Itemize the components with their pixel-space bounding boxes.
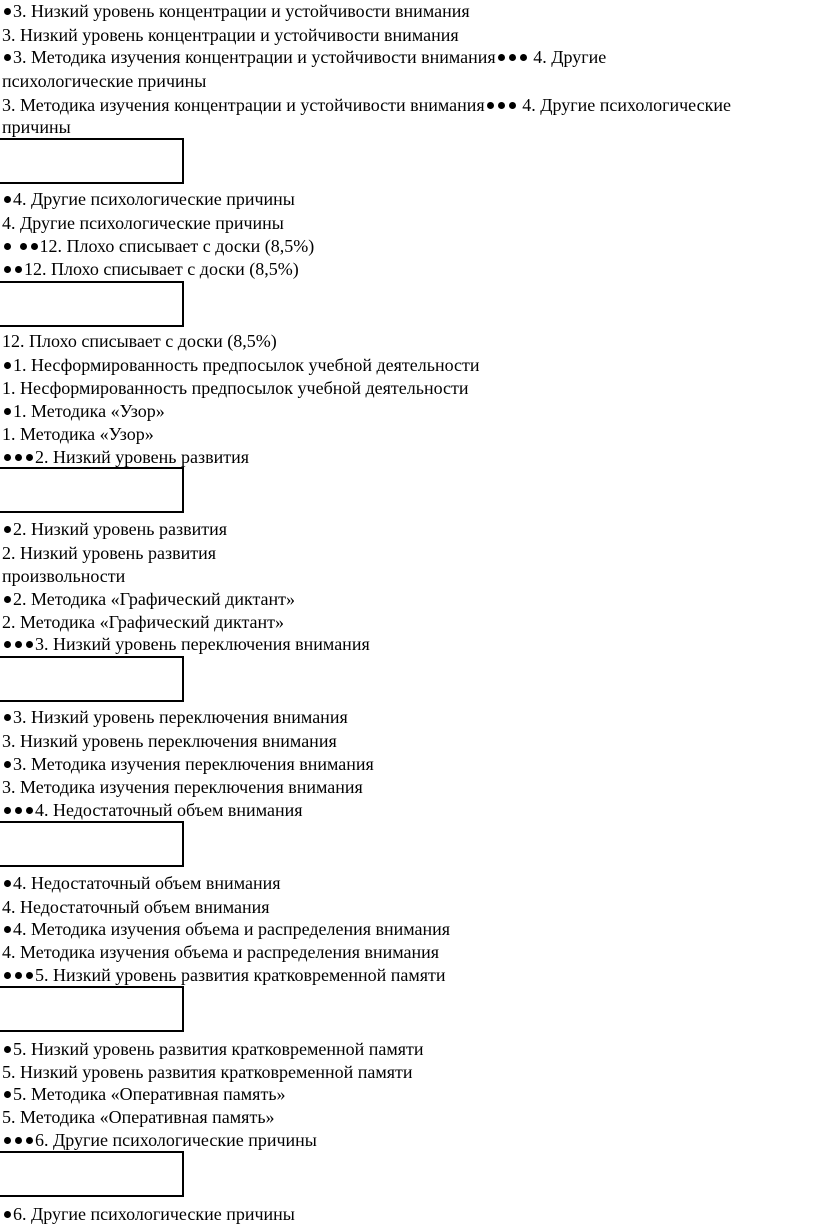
text-line xyxy=(2,941,439,963)
line-text: 3. Методика изучения концентрации и устойчивости внимания xyxy=(13,47,496,67)
bullet-icon xyxy=(15,266,22,273)
bullet-icon xyxy=(15,972,22,979)
bullet-icon xyxy=(4,1211,11,1218)
bullet-icon xyxy=(15,641,22,648)
bullet-icon xyxy=(4,926,11,933)
text-line xyxy=(2,730,337,752)
bulleted-line xyxy=(2,258,299,280)
bullet-icon xyxy=(26,807,33,814)
line-text: 3. Низкий уровень переключения внимания xyxy=(13,707,348,727)
bullet-icon xyxy=(4,714,11,721)
bulleted-line xyxy=(2,918,450,940)
line-text: 4. Методика изучения объема и распределения внимания xyxy=(13,919,451,939)
line-text: произвольности xyxy=(2,566,126,586)
bullet-icon xyxy=(498,102,505,109)
line-text: 1. Методика «Узор» xyxy=(2,424,154,444)
line-text: 12. Плохо списывает с доски (8,5%) xyxy=(24,259,299,279)
line-text: 2. Методика «Графический диктант» xyxy=(13,589,296,609)
text-line xyxy=(2,116,71,138)
line-text: 4. Другие психологические причины xyxy=(2,213,284,233)
line-text: 5. Методика «Оперативная память» xyxy=(2,1107,275,1127)
line-text: 4. Другие психологические xyxy=(522,95,731,115)
text-line xyxy=(2,565,125,587)
line-text: 3. Методика изучения переключения внимания xyxy=(2,777,363,797)
bullet-icon xyxy=(15,454,22,461)
bulleted-line xyxy=(2,400,165,422)
empty-frame xyxy=(0,1151,184,1197)
line-text: 1. Несформированность предпосылок учебной деятельности xyxy=(2,378,469,398)
bullet-icon xyxy=(4,243,11,250)
bullet-icon xyxy=(15,807,22,814)
text-line xyxy=(2,94,731,116)
bullet-icon xyxy=(4,880,11,887)
bullet-icon xyxy=(509,54,516,61)
bullet-icon xyxy=(4,761,11,768)
line-text: 5. Низкий уровень развития кратковременной памяти xyxy=(13,1039,424,1059)
text-line xyxy=(2,330,277,352)
line-text: 2. Методика «Графический диктант» xyxy=(2,612,285,632)
bullet-icon xyxy=(4,641,11,648)
bulleted-line xyxy=(2,518,227,540)
line-text: 12. Плохо списывает с доски (8,5%) xyxy=(39,236,315,256)
text-line xyxy=(2,70,206,92)
bullet-icon xyxy=(520,54,527,61)
bullet-icon xyxy=(509,102,516,109)
bulleted-line xyxy=(2,354,480,376)
bullet-icon xyxy=(26,972,33,979)
text-line xyxy=(2,896,270,918)
line-text: 6. Другие психологические причины xyxy=(13,1204,295,1224)
line-text: 4. Другие xyxy=(533,47,607,67)
line-text: психологические причины xyxy=(2,71,207,91)
bullet-icon xyxy=(4,196,11,203)
bullet-icon xyxy=(487,102,494,109)
empty-frame xyxy=(0,138,184,184)
line-text: 3. Низкий уровень концентрации и устойчивости внимания xyxy=(2,25,459,45)
bullet-icon xyxy=(4,266,11,273)
line-text: 4. Методика изучения объема и распределения внимания xyxy=(2,942,440,962)
line-text: причины xyxy=(2,117,71,137)
bullet-icon xyxy=(498,54,505,61)
text-line xyxy=(2,212,284,234)
text-line xyxy=(2,776,363,798)
line-text: 3. Низкий уровень переключения внимания xyxy=(2,731,337,751)
line-text: 2. Низкий уровень развития xyxy=(35,447,249,467)
bulleted-line xyxy=(2,799,303,821)
bulleted-line xyxy=(2,446,249,468)
bullet-icon xyxy=(4,972,11,979)
bullet-icon xyxy=(4,8,11,15)
bulleted-line xyxy=(2,46,606,68)
text-line xyxy=(2,423,154,445)
bulleted-line xyxy=(2,1203,295,1225)
bullet-icon xyxy=(15,1137,22,1144)
bulleted-line xyxy=(2,588,295,610)
line-text: 5. Низкий уровень развития кратковременной памяти xyxy=(35,965,446,985)
bulleted-line xyxy=(2,964,446,986)
line-text: 4. Другие психологические причины xyxy=(13,189,295,209)
empty-frame xyxy=(0,821,184,867)
line-text: 1. Методика «Узор» xyxy=(13,401,165,421)
bullet-icon xyxy=(4,807,11,814)
bullet-icon xyxy=(4,1137,11,1144)
bulleted-line xyxy=(2,706,348,728)
bullet-icon xyxy=(4,408,11,415)
text-line xyxy=(2,542,216,564)
bulleted-line xyxy=(2,1129,317,1151)
bulleted-line xyxy=(2,753,374,775)
bullet-icon xyxy=(4,596,11,603)
bullet-icon xyxy=(26,1137,33,1144)
line-text: 5. Низкий уровень развития кратковременной памяти xyxy=(2,1062,413,1082)
line-text: 4. Недостаточный объем внимания xyxy=(35,800,303,820)
bulleted-line xyxy=(2,872,281,894)
line-text: 3. Низкий уровень концентрации и устойчивости внимания xyxy=(13,1,470,21)
bullet-icon xyxy=(20,243,27,250)
line-text: 2. Низкий уровень развития xyxy=(2,543,216,563)
bullet-icon xyxy=(26,641,33,648)
line-text: 5. Методика «Оперативная память» xyxy=(13,1084,286,1104)
line-text: 3. Методика изучения переключения внимания xyxy=(13,754,374,774)
bullet-icon xyxy=(31,243,38,250)
line-text: 4. Недостаточный объем внимания xyxy=(13,873,281,893)
bulleted-line xyxy=(2,1083,286,1105)
text-line xyxy=(2,1106,275,1128)
line-text: 3. Низкий уровень переключения внимания xyxy=(35,634,370,654)
bulleted-line xyxy=(2,633,370,655)
bullet-icon xyxy=(4,54,11,61)
line-text: 1. Несформированность предпосылок учебной деятельности xyxy=(13,355,480,375)
bullet-icon xyxy=(4,362,11,369)
empty-frame xyxy=(0,467,184,513)
bullet-icon xyxy=(4,1046,11,1053)
bulleted-line xyxy=(2,235,314,257)
bulleted-line xyxy=(2,0,470,22)
empty-frame xyxy=(0,986,184,1032)
line-text: 2. Низкий уровень развития xyxy=(13,519,227,539)
text-line xyxy=(2,611,284,633)
text-line xyxy=(2,377,469,399)
empty-frame xyxy=(0,656,184,702)
text-line xyxy=(2,1061,413,1083)
empty-frame xyxy=(0,281,184,327)
line-text: 12. Плохо списывает с доски (8,5%) xyxy=(2,331,277,351)
line-text: 4. Недостаточный объем внимания xyxy=(2,897,270,917)
bulleted-line xyxy=(2,188,295,210)
line-text: 6. Другие психологические причины xyxy=(35,1130,317,1150)
bullet-icon xyxy=(4,454,11,461)
bullet-icon xyxy=(4,526,11,533)
bullet-icon xyxy=(4,1091,11,1098)
text-line xyxy=(2,24,459,46)
bulleted-line xyxy=(2,1038,424,1060)
bullet-icon xyxy=(26,454,33,461)
line-text: 3. Методика изучения концентрации и устойчивости внимания xyxy=(2,95,485,115)
